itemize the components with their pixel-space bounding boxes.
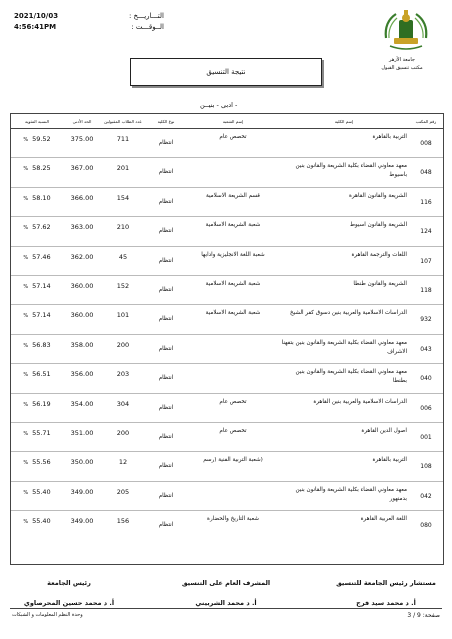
cell-faculty: التربية بالقاهرة: [372, 134, 407, 140]
cell-percent: [11, 305, 63, 334]
table-row: [11, 305, 443, 334]
table-row: [11, 334, 443, 363]
cell-office-code: 040: [420, 375, 432, 383]
percent-value: 57.46: [32, 252, 51, 261]
cell-accepted-count: 304: [116, 399, 130, 408]
date-row: [14, 10, 164, 21]
cell-office-code: 107: [420, 257, 432, 265]
date-label: التـــاريـــخ :: [128, 11, 164, 20]
cell-office-code: 932: [420, 316, 432, 324]
cell-college-type: انتظام: [158, 492, 174, 499]
cell-accepted-count: 152: [116, 281, 130, 290]
cell-college-type: انتظام: [158, 375, 174, 382]
percent-sign: %: [23, 489, 29, 496]
cell-accepted-count: 101: [116, 311, 130, 320]
col-min-score: الحد الأدنى: [63, 114, 101, 129]
percent-value: 57.14: [32, 281, 51, 290]
signature-supervisor-title: المشرف العام على التنسيق: [181, 579, 271, 587]
cell-accepted-count: 45: [118, 252, 128, 261]
cell-accepted-count: 201: [116, 164, 130, 173]
table-row: [11, 187, 443, 216]
cell-office-code: 048: [420, 169, 432, 177]
cell-accepted-count: 200: [116, 340, 130, 349]
table-row: [11, 393, 443, 422]
org-block: [366, 56, 438, 72]
cell-faculty: معهد معاوني القضاء بكلية الشريعة والقانون بنين باسيوط: [295, 163, 407, 179]
cell-min-score: 375.00: [70, 135, 94, 143]
cell-min-score: 349.00: [70, 517, 94, 526]
cell-min-score: 349.00: [70, 487, 94, 496]
cell-faculty: اللغة العربية القاهرة: [360, 516, 407, 523]
cell-faculty: الدراسات الاسلامية والعربية بنين دسوق كفر الشيخ: [290, 310, 407, 317]
cell-college-type: انتظام: [158, 433, 174, 440]
time-label: الــوقـــت :: [131, 22, 164, 31]
cell-office-code: 001: [420, 433, 432, 441]
cell-faculty: معهد معاوني القضاء بكلية الشريعة والقانون بنين بطنطا: [295, 369, 407, 385]
percent-sign: %: [23, 166, 29, 173]
cell-college-type: انتظام: [158, 198, 174, 205]
cell-accepted-count: 210: [116, 223, 130, 232]
cell-percent: [11, 187, 63, 216]
cell-department: (شعبة التربية الفنية (رسم: [203, 457, 263, 464]
cell-office-code: 116: [420, 198, 432, 206]
cell-office-code: 042: [420, 492, 432, 500]
cell-office-code: 108: [420, 463, 432, 471]
cell-office-code: 006: [420, 404, 432, 412]
cell-department: شعبة الشريعة الاسلامية: [205, 222, 261, 229]
date-value: 2021/10/03: [14, 11, 59, 20]
table-row: [11, 158, 443, 187]
cell-percent: [11, 393, 63, 422]
section-label: - ادبى - بنيــن: [200, 101, 238, 109]
cell-college-type: انتظام: [158, 463, 174, 470]
footer-divider: [10, 608, 442, 609]
university-logo-icon: [382, 8, 430, 52]
cell-office-code: 118: [420, 286, 432, 294]
col-percent: النسبة المئوية: [11, 114, 63, 129]
cell-min-score: 363.00: [70, 223, 94, 232]
cell-percent: [11, 364, 63, 393]
percent-sign: %: [23, 460, 29, 467]
table-row: [11, 422, 443, 451]
cell-college-type: انتظام: [158, 286, 174, 293]
time-row: [14, 21, 164, 32]
cell-office-code: 043: [420, 345, 432, 353]
col-department: إسم الشعبة: [187, 114, 279, 129]
percent-value: 56.19: [32, 399, 51, 408]
cell-percent: [11, 129, 63, 158]
cell-min-score: 356.00: [70, 370, 94, 379]
percent-sign: %: [23, 225, 29, 232]
cell-office-code: 124: [420, 228, 432, 236]
percent-sign: %: [23, 342, 29, 349]
table-row: [11, 364, 443, 393]
percent-value: 59.52: [32, 135, 51, 143]
cell-department: [187, 364, 279, 393]
col-office-code: رقم المكتب: [409, 114, 443, 129]
cell-accepted-count: 156: [116, 517, 130, 526]
signature-advisor: [330, 579, 442, 607]
cell-department: [187, 481, 279, 510]
col-faculty: إسم الكلية: [279, 114, 409, 129]
cell-accepted-count: 154: [116, 193, 130, 202]
percent-sign: %: [23, 519, 29, 526]
percent-sign: %: [23, 283, 29, 290]
percent-sign: %: [23, 195, 29, 202]
cell-department: قسم الشريعة الاسلامية: [206, 192, 260, 199]
cell-percent: [11, 275, 63, 304]
cell-department: تخصص عام: [219, 398, 247, 405]
table-row: [11, 246, 443, 275]
cell-faculty: الشريعة والقانون طنطا: [353, 280, 407, 287]
page-title: نتيجة التنسيق: [130, 58, 322, 86]
page-label: صفحة:: [422, 612, 440, 619]
cell-min-score: 360.00: [70, 281, 94, 290]
cell-college-type: انتظام: [158, 140, 174, 146]
cell-percent: [11, 217, 63, 246]
cell-department: شعبة الشريعة الاسلامية: [205, 280, 261, 287]
percent-sign: %: [23, 430, 29, 437]
col-college-type: نوع الكلية: [145, 114, 187, 129]
cell-percent: [11, 334, 63, 363]
table-row: [11, 481, 443, 510]
signature-president-title: رئيس الجامعة: [47, 579, 91, 587]
cell-department: شعبة الشريعة الاسلامية: [205, 310, 261, 317]
org-name: جامعة الأزهر: [388, 57, 416, 63]
cell-accepted-count: 711: [116, 135, 130, 143]
percent-value: 56.51: [32, 370, 51, 379]
cell-college-type: انتظام: [158, 404, 174, 411]
percent-sign: %: [23, 313, 29, 320]
cell-office-code: 080: [420, 522, 432, 530]
cell-office-code: 008: [420, 140, 432, 147]
signature-president-name: أ. د محمد حسين المحرصاوي: [23, 599, 115, 607]
page-number: 3 / 9: [407, 612, 421, 619]
cell-min-score: 354.00: [70, 399, 94, 408]
table-row: [11, 452, 443, 481]
percent-value: 55.56: [32, 458, 51, 467]
cell-percent: [11, 452, 63, 481]
cell-faculty: معهد معاوني القضاء بكلية الشريعة والقانون بنين بتفهنا الاشراف: [281, 339, 407, 355]
cell-college-type: انتظام: [158, 522, 174, 529]
table-header-row: [11, 114, 443, 129]
percent-value: 57.62: [32, 223, 51, 232]
percent-sign: %: [23, 401, 29, 408]
cell-department: شعبة التاريخ والحضارة: [207, 516, 259, 523]
table-row: [11, 511, 443, 540]
percent-value: 55.40: [32, 517, 51, 526]
table-row: [11, 129, 443, 158]
time-value: 4:56:41PM: [14, 22, 57, 31]
cell-min-score: 358.00: [70, 340, 94, 349]
cell-percent: [11, 422, 63, 451]
percent-sign: %: [23, 137, 29, 143]
org-office: مكتب تنسيق القبول: [381, 65, 423, 71]
cell-college-type: انتظام: [158, 257, 174, 264]
signature-supervisor: [170, 579, 282, 607]
cell-accepted-count: 203: [116, 370, 130, 379]
cell-college-type: انتظام: [158, 316, 174, 323]
percent-value: 58.25: [32, 164, 51, 173]
results-table: [10, 113, 444, 565]
cell-min-score: 351.00: [70, 428, 94, 437]
page-indicator: [407, 612, 440, 619]
col-accepted-count: عدد الطلاب المقبولين: [101, 114, 145, 129]
cell-min-score: 362.00: [70, 252, 94, 261]
cell-faculty: اللغات والترجمة القاهرة: [351, 251, 407, 258]
percent-value: 55.40: [32, 487, 51, 496]
signature-advisor-name: أ. د محمد سيد فرج: [356, 599, 416, 607]
cell-percent: [11, 481, 63, 510]
table-row: [11, 275, 443, 304]
cell-department: شعبة اللغة الانجليزية وادابها: [201, 251, 265, 258]
cell-college-type: انتظام: [158, 228, 174, 235]
signature-president: [14, 579, 124, 607]
cell-faculty: التربية بالقاهرة: [372, 457, 407, 464]
cell-min-score: 360.00: [70, 311, 94, 320]
percent-value: 56.83: [32, 340, 51, 349]
signature-advisor-title: مستشار رئيس الجامعة للتنسيق: [336, 579, 436, 587]
cell-accepted-count: 200: [116, 428, 130, 437]
percent-value: 58.10: [32, 193, 51, 202]
percent-value: 57.14: [32, 311, 51, 320]
cell-accepted-count: 205: [116, 487, 130, 496]
cell-faculty: معهد معاوني القضاء بكلية الشريعة والقانون بنين بدمنهور: [295, 486, 407, 502]
percent-value: 55.71: [32, 428, 51, 437]
cell-min-score: 350.00: [70, 458, 94, 467]
cell-department: تخصص عام: [219, 134, 247, 140]
footer-unit: وحدة النظم المعلومات و الشبكات: [12, 612, 83, 618]
cell-faculty: الشريعة والقانون اسيوط: [349, 222, 407, 229]
cell-min-score: 366.00: [70, 193, 94, 202]
cell-department: تخصص عام: [219, 427, 247, 434]
cell-percent: [11, 246, 63, 275]
cell-department: [187, 334, 279, 363]
cell-faculty: الشريعة والقانون القاهرة: [349, 192, 407, 199]
cell-college-type: انتظام: [158, 345, 174, 352]
cell-college-type: انتظام: [158, 169, 174, 176]
table-row: [11, 217, 443, 246]
cell-min-score: 367.00: [70, 164, 94, 173]
cell-faculty: اصول الدين القاهرة: [361, 427, 407, 434]
cell-percent: [11, 511, 63, 540]
signature-supervisor-name: أ. د محمد الشربيني: [195, 599, 257, 607]
cell-faculty: الدراسات الاسلامية والعربية بنين القاهرة: [313, 398, 407, 405]
cell-accepted-count: 12: [118, 458, 128, 467]
percent-sign: %: [23, 254, 29, 261]
header-meta: [14, 10, 164, 32]
cell-department: [187, 158, 279, 187]
cell-percent: [11, 158, 63, 187]
percent-sign: %: [23, 372, 29, 379]
